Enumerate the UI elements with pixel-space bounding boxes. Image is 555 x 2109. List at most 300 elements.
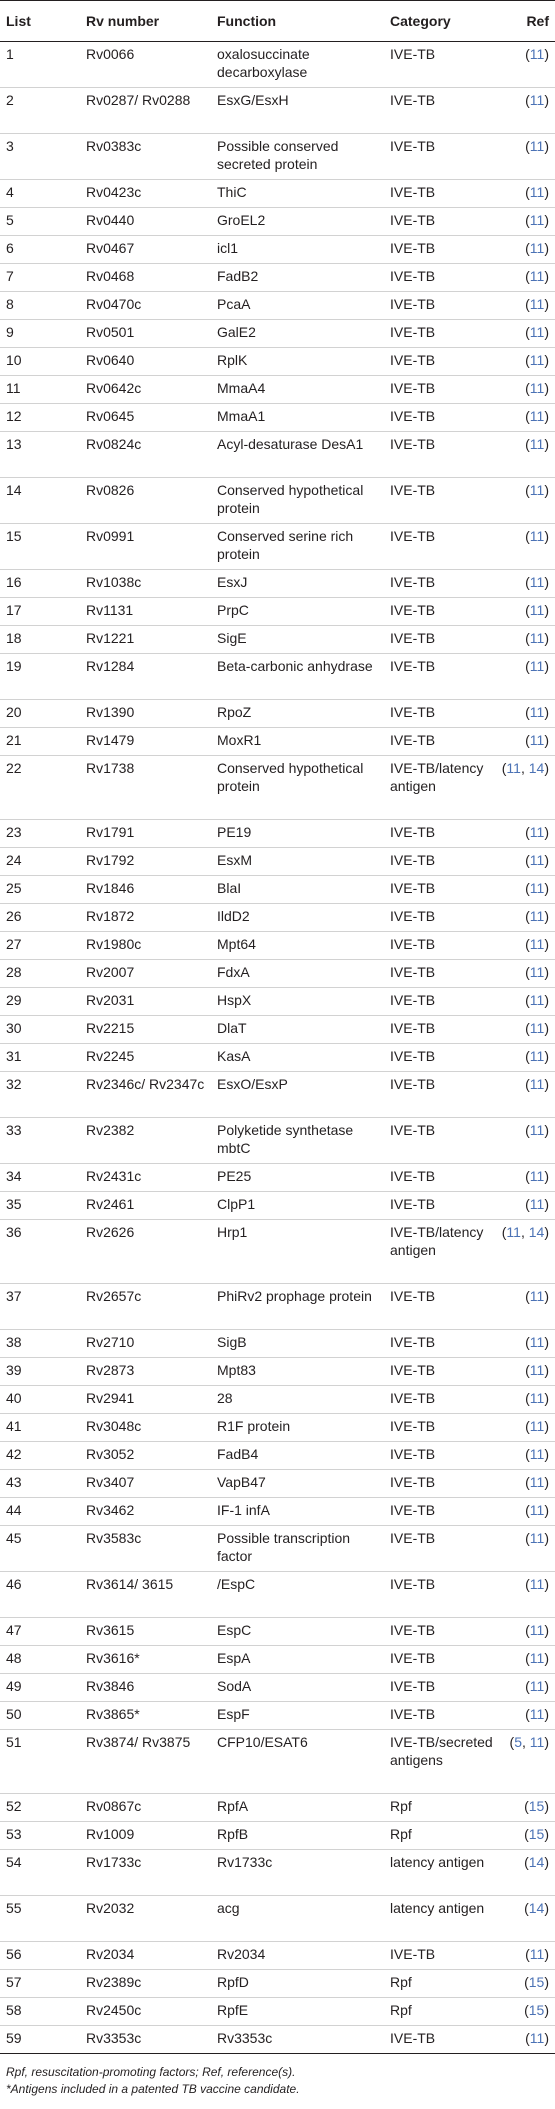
table-row [0,1498,555,1526]
table-row [0,180,555,208]
reference-link[interactable]: 14 [528,1900,545,1916]
ref-cell [497,1386,555,1414]
list-cell: 27 [0,932,80,960]
function-cell: EsxO/EsxP [211,1072,384,1118]
footnote-abbreviations: Rpf, resuscitation-promoting factors; Ref, reference(s). [6,2065,296,2079]
reference-link[interactable]: 11 [506,1224,521,1240]
function-cell: PcaA [211,292,384,320]
ref-open-paren: ( [525,1622,530,1638]
rv-number-cell: Rv2389c [80,1970,211,1998]
reference-link[interactable]: 11 [529,46,545,62]
rv-number-cell: Rv2941 [80,1386,211,1414]
table-row [0,1998,555,2026]
table-row [0,1442,555,1470]
ref-cell [497,654,555,700]
reference-link[interactable]: 14 [528,1854,545,1870]
function-cell: FdxA [211,960,384,988]
category-cell: IVE-TB [384,348,497,376]
ref-close-paren: ) [544,184,549,200]
reference-link[interactable]: 11 [529,528,545,544]
table-row [0,1386,555,1414]
table-row [0,478,555,524]
reference-link[interactable]: 11 [529,92,545,108]
ref-cell [497,1998,555,2026]
list-cell: 16 [0,570,80,598]
ref-open-paren: ( [525,630,530,646]
ref-close-paren: ) [544,1706,549,1722]
reference-link[interactable]: 11 [529,380,545,396]
ref-close-paren: ) [544,2002,549,2018]
list-cell: 38 [0,1330,80,1358]
rv-number-cell: Rv1872 [80,904,211,932]
function-cell: ClpP1 [211,1192,384,1220]
category-cell: IVE-TB [384,570,497,598]
function-cell: MmaA1 [211,404,384,432]
ref-cell [497,1118,555,1164]
ref-close-paren: ) [544,352,549,368]
table-row [0,932,555,960]
list-cell: 8 [0,292,80,320]
list-cell: 21 [0,728,80,756]
category-cell: IVE-TB [384,876,497,904]
function-cell: Mpt64 [211,932,384,960]
reference-link[interactable]: 11 [529,482,545,498]
table-row [0,1646,555,1674]
function-cell: VapB47 [211,1470,384,1498]
table-row [0,570,555,598]
reference-link[interactable]: 11 [529,1288,545,1304]
function-cell: R1F protein [211,1414,384,1442]
reference-link[interactable]: 11 [529,964,545,980]
table-row [0,1526,555,1572]
list-cell: 13 [0,432,80,478]
category-cell: IVE-TB [384,960,497,988]
ref-close-paren: ) [544,1418,549,1434]
category-cell: IVE-TB [384,598,497,626]
function-cell: SigE [211,626,384,654]
ref-cell [497,988,555,1016]
function-cell: MoxR1 [211,728,384,756]
ref-cell [497,1942,555,1970]
ref-close-paren: ) [544,1076,549,1092]
rv-number-cell: Rv0826 [80,478,211,524]
category-cell: IVE-TB [384,1044,497,1072]
rv-number-cell: Rv2461 [80,1192,211,1220]
function-cell: RpfD [211,1970,384,1998]
ref-open-paren: ( [525,732,530,748]
ref-close-paren: ) [544,408,549,424]
ref-open-paren: ( [525,1474,530,1490]
ref-cell [497,820,555,848]
table-row [0,626,555,654]
reference-link[interactable]: 11 [529,324,545,340]
list-cell: 31 [0,1044,80,1072]
list-cell: 49 [0,1674,80,1702]
rv-number-cell: Rv1733c [80,1850,211,1896]
ref-close-paren: ) [544,324,549,340]
reference-link[interactable]: 11 [529,240,545,256]
table-row [0,1896,555,1942]
reference-link[interactable]: 11 [529,1076,545,1092]
ref-close-paren: ) [544,1826,549,1842]
reference-link[interactable]: 11 [529,704,545,720]
rv-number-cell: Rv0642c [80,376,211,404]
table-row [0,1118,555,1164]
reference-link[interactable]: 11 [529,1362,545,1378]
list-cell: 45 [0,1526,80,1572]
ref-open-paren: ( [525,1418,530,1434]
function-cell: EspA [211,1646,384,1674]
list-cell: 3 [0,134,80,180]
reference-link[interactable]: 11 [529,1334,545,1350]
function-cell: Possible transcription factor [211,1526,384,1572]
category-cell: Rpf [384,1970,497,1998]
reference-link[interactable]: 11 [529,1474,545,1490]
ref-close-paren: ) [544,92,549,108]
reference-link[interactable]: 11 [529,732,545,748]
list-cell: 7 [0,264,80,292]
category-cell: IVE-TB [384,1164,497,1192]
table-row [0,848,555,876]
ref-close-paren: ) [544,1900,549,1916]
table-row [0,598,555,626]
reference-link[interactable]: 11 [529,296,545,312]
reference-link[interactable]: 11 [529,1622,545,1638]
function-cell: PrpC [211,598,384,626]
ref-close-paren: ) [544,240,549,256]
rv-number-cell: Rv2346c/ Rv2347c [80,1072,211,1118]
rv-number-cell: Rv0501 [80,320,211,348]
category-cell: IVE-TB [384,42,497,88]
list-cell: 39 [0,1358,80,1386]
reference-link[interactable]: 11 [529,1122,545,1138]
ref-close-paren: ) [544,436,549,452]
table-row [0,348,555,376]
function-cell: Conserved hypothetical protein [211,478,384,524]
ref-close-paren: ) [544,1576,549,1592]
ref-open-paren: ( [525,46,530,62]
rv-number-cell: Rv0383c [80,134,211,180]
category-cell: IVE-TB [384,1072,497,1118]
ref-open-paren: ( [525,1678,530,1694]
function-cell: /EspC [211,1572,384,1618]
function-cell: KasA [211,1044,384,1072]
reference-link[interactable]: 11 [529,1650,545,1666]
ref-separator: , [520,760,529,776]
ref-open-paren: ( [525,1362,530,1378]
ref-open-paren: ( [525,528,530,544]
function-cell: CFP10/ESAT6 [211,1730,384,1794]
category-cell: IVE-TB [384,654,497,700]
ref-close-paren: ) [544,1224,549,1240]
reference-link[interactable]: 11 [529,408,545,424]
list-cell: 50 [0,1702,80,1730]
ref-cell [497,1498,555,1526]
rv-number-cell: Rv1390 [80,700,211,728]
ref-cell [497,1822,555,1850]
ref-close-paren: ) [544,46,549,62]
ref-open-paren: ( [525,1650,530,1666]
reference-link[interactable]: 11 [529,992,545,1008]
reference-link[interactable]: 11 [529,908,545,924]
category-cell: IVE-TB [384,1498,497,1526]
category-cell: IVE-TB [384,236,497,264]
reference-link[interactable]: 11 [529,268,545,284]
ref-close-paren: ) [544,936,549,952]
table-row [0,320,555,348]
ref-open-paren: ( [501,760,507,776]
function-cell: GroEL2 [211,208,384,236]
ref-open-paren: ( [525,92,530,108]
category-cell: IVE-TB [384,320,497,348]
reference-link[interactable]: 11 [529,1168,545,1184]
reference-link[interactable]: 15 [528,2002,545,2018]
rv-number-cell: Rv3583c [80,1526,211,1572]
rv-number-cell: Rv0470c [80,292,211,320]
reference-link[interactable]: 11 [529,1502,545,1518]
table-footnotes [0,2064,555,2098]
ref-open-paren: ( [525,1390,530,1406]
reference-link[interactable]: 11 [529,1530,545,1546]
table-header-row [0,1,555,42]
function-cell: Possible conserved secreted protein [211,134,384,180]
table-row [0,1794,555,1822]
ref-cell [497,1016,555,1044]
reference-link[interactable]: 14 [528,1224,545,1240]
reference-link[interactable]: 11 [529,1418,545,1434]
list-cell: 6 [0,236,80,264]
table-row [0,1822,555,1850]
table-row [0,1164,555,1192]
category-cell: IVE-TB [384,932,497,960]
reference-link[interactable]: 15 [528,1826,545,1842]
reference-link[interactable]: 11 [529,184,545,200]
reference-link[interactable]: 11 [529,1706,545,1722]
function-cell: Hrp1 [211,1220,384,1284]
category-cell: Rpf [384,1998,497,2026]
list-cell: 28 [0,960,80,988]
ref-close-paren: ) [544,1650,549,1666]
rv-number-cell: Rv2032 [80,1896,211,1942]
reference-link[interactable]: 11 [529,1196,545,1212]
ref-close-paren: ) [544,630,549,646]
list-cell: 15 [0,524,80,570]
ref-open-paren: ( [525,1020,530,1036]
rv-number-cell: Rv2382 [80,1118,211,1164]
function-cell: RpfE [211,1998,384,2026]
category-cell: IVE-TB [384,1618,497,1646]
ref-close-paren: ) [544,528,549,544]
list-cell: 20 [0,700,80,728]
list-cell: 12 [0,404,80,432]
reference-link[interactable]: 15 [528,1974,545,1990]
reference-link[interactable]: 11 [529,1446,545,1462]
rv-number-cell: Rv2710 [80,1330,211,1358]
table-row [0,1044,555,1072]
ref-open-paren: ( [525,574,530,590]
ref-open-paren: ( [525,268,530,284]
list-cell: 29 [0,988,80,1016]
reference-link[interactable]: 11 [529,602,545,618]
function-cell: oxalosuccinate decarboxylase [211,42,384,88]
list-cell: 17 [0,598,80,626]
rv-number-cell: Rv0867c [80,1794,211,1822]
list-cell: 48 [0,1646,80,1674]
table-row [0,292,555,320]
ref-close-paren: ) [544,1362,549,1378]
function-cell: IldD2 [211,904,384,932]
function-cell: PE19 [211,820,384,848]
reference-link[interactable]: 11 [529,852,545,868]
rv-number-cell: Rv1980c [80,932,211,960]
function-cell: acg [211,1896,384,1942]
reference-link[interactable]: 15 [528,1798,545,1814]
ref-close-paren: ) [544,704,549,720]
category-cell: IVE-TB [384,1646,497,1674]
rv-number-cell: Rv1791 [80,820,211,848]
reference-link[interactable]: 11 [529,352,545,368]
rv-number-cell: Rv0467 [80,236,211,264]
reference-link[interactable]: 11 [529,880,545,896]
ref-close-paren: ) [544,992,549,1008]
rv-number-cell: Rv1131 [80,598,211,626]
rv-number-cell: Rv0287/ Rv0288 [80,88,211,134]
ref-separator: , [522,1734,530,1750]
rv-number-cell: Rv3616* [80,1646,211,1674]
reference-link[interactable]: 11 [529,1734,545,1750]
ref-cell [497,1284,555,1330]
ref-close-paren: ) [544,1946,549,1962]
reference-link[interactable]: 14 [528,760,545,776]
reference-link[interactable]: 11 [529,212,545,228]
category-cell: IVE-TB [384,264,497,292]
ref-cell [497,626,555,654]
ref-open-paren: ( [524,2002,529,2018]
function-cell: EsxG/EsxH [211,88,384,134]
list-cell: 4 [0,180,80,208]
list-cell: 22 [0,756,80,820]
table-row [0,904,555,932]
category-cell: IVE-TB [384,524,497,570]
function-cell: RplK [211,348,384,376]
ref-open-paren: ( [525,1706,530,1722]
ref-cell [497,728,555,756]
reference-link[interactable]: 11 [529,1576,545,1592]
ref-close-paren: ) [544,760,549,776]
ref-open-paren: ( [525,936,530,952]
rv-number-cell: Rv0066 [80,42,211,88]
reference-link[interactable]: 11 [529,1020,545,1036]
rv-number-cell: Rv2034 [80,1942,211,1970]
ref-cell [497,1702,555,1730]
ref-close-paren: ) [544,1196,549,1212]
reference-link[interactable]: 11 [529,658,545,674]
table-row [0,1850,555,1896]
reference-link[interactable]: 11 [529,1048,545,1064]
ref-close-paren: ) [544,138,549,154]
ref-cell [497,1330,555,1358]
rv-number-cell: Rv2450c [80,1998,211,2026]
ref-close-paren: ) [544,296,549,312]
ref-cell [497,1358,555,1386]
reference-link[interactable]: 11 [529,1678,545,1694]
ref-close-paren: ) [544,1446,549,1462]
ref-open-paren: ( [525,1168,530,1184]
ref-close-paren: ) [544,732,549,748]
function-cell: PhiRv2 prophage protein [211,1284,384,1330]
rv-number-cell: Rv0640 [80,348,211,376]
category-cell: IVE-TB [384,904,497,932]
rv-number-cell: Rv3874/ Rv3875 [80,1730,211,1794]
ref-cell [497,264,555,292]
list-cell: 25 [0,876,80,904]
table-row [0,1572,555,1618]
rv-number-cell: Rv2031 [80,988,211,1016]
ref-close-paren: ) [544,908,549,924]
ref-open-paren: ( [509,1734,515,1750]
table-row [0,1970,555,1998]
function-cell: SigB [211,1330,384,1358]
reference-link[interactable]: 11 [529,2030,545,2046]
function-cell: EspF [211,1702,384,1730]
category-cell: IVE-TB [384,626,497,654]
rv-number-cell: Rv1792 [80,848,211,876]
ref-open-paren: ( [525,824,530,840]
reference-link[interactable]: 11 [529,824,545,840]
category-cell: IVE-TB [384,376,497,404]
reference-link[interactable]: 5 [514,1734,522,1750]
ref-close-paren: ) [544,2030,549,2046]
ref-open-paren: ( [525,324,530,340]
table-row [0,1730,555,1794]
category-cell: IVE-TB [384,1572,497,1618]
list-cell: 42 [0,1442,80,1470]
ref-open-paren: ( [525,1530,530,1546]
table-row [0,88,555,134]
ref-open-paren: ( [525,964,530,980]
ref-open-paren: ( [525,704,530,720]
reference-link[interactable]: 11 [529,138,545,154]
reference-link[interactable]: 11 [529,574,545,590]
list-cell: 32 [0,1072,80,1118]
reference-link[interactable]: 11 [529,1390,545,1406]
reference-link[interactable]: 11 [529,936,545,952]
category-cell: IVE-TB [384,88,497,134]
ref-cell [497,598,555,626]
ref-cell [497,876,555,904]
ref-close-paren: ) [544,1334,549,1350]
reference-link[interactable]: 11 [506,760,521,776]
ref-cell [497,1794,555,1822]
ref-cell [497,1164,555,1192]
category-cell: Rpf [384,1822,497,1850]
ref-close-paren: ) [544,1502,549,1518]
table-body [0,42,555,2054]
function-cell: Rv1733c [211,1850,384,1896]
table-row [0,1192,555,1220]
reference-link[interactable]: 11 [529,1946,545,1962]
ref-open-paren: ( [525,1288,530,1304]
reference-link[interactable]: 11 [529,630,545,646]
ref-close-paren: ) [544,1168,549,1184]
ref-close-paren: ) [544,1048,549,1064]
table-row [0,524,555,570]
ref-open-paren: ( [525,436,530,452]
rv-number-cell: Rv2245 [80,1044,211,1072]
rv-number-cell: Rv2657c [80,1284,211,1330]
ref-close-paren: ) [544,1974,549,1990]
reference-link[interactable]: 11 [529,436,545,452]
